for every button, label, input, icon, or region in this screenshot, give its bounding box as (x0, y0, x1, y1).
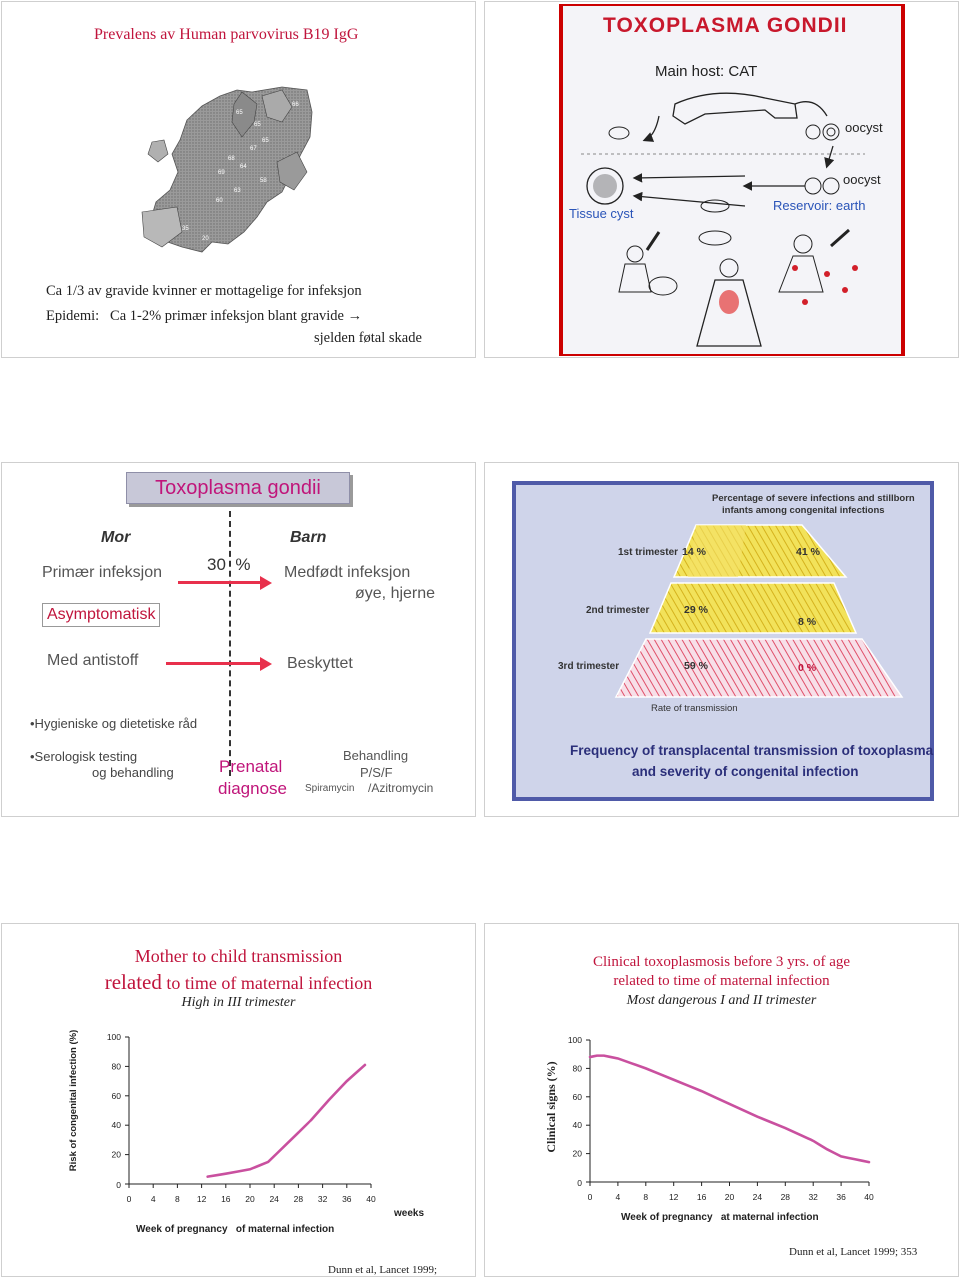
transmission-value: 14 % (682, 546, 706, 558)
y-tick-label: 20 (572, 1148, 582, 1159)
x-tick-label: 20 (724, 1192, 735, 1202)
slide-note: Most dangerous I and II trimester (626, 993, 817, 1008)
medfodt-label: Medfødt infeksjon (284, 564, 411, 581)
x-tick-label: 0 (126, 1194, 132, 1204)
barn-label: Barn (290, 529, 327, 546)
europe-map (132, 82, 317, 257)
slide-parvovirus (1, 1, 476, 358)
map-value: 58 (260, 178, 267, 184)
x-tick-label: 40 (864, 1192, 874, 1202)
spiramycin-label: Spiramycin (305, 783, 355, 794)
slide-transmission-pyramid (484, 462, 959, 817)
x-tick-label: 32 (317, 1194, 328, 1204)
subtitle-rest: to time of maternal infection (161, 973, 373, 993)
x-tick-label: 32 (808, 1192, 818, 1202)
slide-transmission-chart (1, 923, 476, 1277)
clinical-signs-line-chart (485, 924, 960, 1278)
prenatal-label: Prenatal (219, 757, 283, 776)
behandling-label: Behandling (343, 748, 409, 763)
slide-toxoplasma-cycle (484, 1, 959, 358)
rate-label: Rate of transmission (651, 703, 738, 714)
y-tick-label: 60 (572, 1091, 582, 1102)
x-tick-label: 20 (245, 1194, 255, 1204)
bullet-item: og behandling (92, 765, 174, 780)
severity-value: 0 % (798, 662, 817, 674)
severity-value: 8 % (798, 616, 817, 628)
x-tick-label: 24 (269, 1194, 279, 1204)
x-axis-label: Week of pregnancy at maternal infection (621, 1212, 819, 1223)
x-tick-label: 8 (643, 1192, 649, 1202)
trimester-label: 3rd trimester (558, 661, 620, 672)
x-axis-label: Week of pregnancy of maternal infection (136, 1224, 335, 1235)
map-value: 60 (216, 198, 223, 204)
x-tick-label: 36 (836, 1192, 846, 1202)
source-note: Dunn et al, Lancet 1999; 353 (789, 1246, 918, 1258)
life-cycle-drawing (565, 6, 901, 354)
series-line (590, 1056, 869, 1163)
figure-caption: Frequency of transplacental transmission of toxoplasma (570, 743, 934, 758)
text-line: sjelden føtal skade (314, 330, 422, 346)
x-tick-label: 4 (150, 1194, 156, 1204)
pyramid-figure (516, 485, 930, 715)
antistoff-label: Med antistoff (47, 652, 139, 669)
map-value: 64 (240, 164, 247, 170)
slide-toxoplasma-gondii (1, 462, 476, 817)
trimester-label: 2nd trimester (586, 605, 650, 616)
y-tick-label: 20 (111, 1149, 121, 1160)
bullet-item: •Serologisk testing (30, 749, 138, 764)
drawing-title: TOXOPLASMA GONDII (603, 14, 848, 37)
map-value: 69 (218, 170, 225, 176)
map-value: 67 (250, 146, 257, 152)
transmission-line-chart (2, 924, 477, 1278)
pyramid-tier-2 (650, 583, 856, 633)
x-tick-label: 24 (752, 1192, 763, 1202)
related-word: related (104, 970, 162, 994)
slide-note: High in III trimester (181, 995, 296, 1010)
pyramid-header: infants among congenital infections (722, 505, 885, 516)
oocyst-label: oocyst (845, 120, 883, 135)
beskyttet-label: Beskyttet (287, 655, 353, 672)
arrow-transmission (178, 581, 262, 584)
y-tick-label: 100 (106, 1032, 121, 1042)
slide-subtitle: related to time of maternal infection (613, 973, 830, 989)
pyramid-header: Percentage of severe infections and stillborn (712, 493, 915, 504)
map-value: 58 (288, 238, 295, 244)
y-tick-label: 100 (567, 1035, 582, 1045)
map-value: 65 (236, 110, 243, 116)
x-tick-label: 40 (366, 1194, 376, 1204)
text-line: Epidemi: Ca 1-2% primær infeksjon blant gravide → (46, 308, 363, 324)
arrow-head (260, 576, 272, 590)
text-line: Ca 1/3 av gravide kvinner er mottagelige for infeksjon (46, 283, 362, 299)
x-tick-label: 8 (175, 1194, 180, 1204)
map-value: 20 (202, 236, 209, 242)
map-value: 68 (228, 156, 235, 162)
y-tick-label: 0 (577, 1178, 582, 1188)
arrow-protect (166, 662, 262, 665)
map-value: 58 (282, 228, 289, 234)
x-tick-label: 16 (221, 1194, 231, 1204)
slide-title: Mother to child transmission (134, 946, 343, 966)
oye-label: øye, hjerne (355, 585, 436, 602)
pyramid-tier-3 (616, 639, 902, 697)
figure-caption: and severity of congenital infection (632, 764, 859, 779)
bullet-item: •Hygieniske og dietetiske råd (30, 716, 198, 731)
map-value: 66 (292, 102, 299, 108)
severity-value: 41 % (796, 546, 820, 558)
x-tick-label: 12 (196, 1194, 207, 1204)
y-tick-label: 80 (111, 1061, 121, 1072)
series-line (208, 1065, 365, 1177)
tissue-cyst-label: Tissue cyst (569, 206, 634, 221)
diagnose-label: diagnose (218, 779, 288, 798)
x-tick-label: 36 (342, 1194, 352, 1204)
x-tick-label: 28 (780, 1192, 791, 1202)
percent-label: 30 % (207, 555, 251, 574)
map-value: 65 (254, 122, 261, 128)
pyramid-panel (512, 481, 934, 801)
arrow-head (260, 657, 272, 671)
x-tick-label: 12 (668, 1192, 679, 1202)
slide-title: Prevalens av Human parvovirus B19 IgG (94, 26, 359, 43)
y-tick-label: 80 (572, 1063, 582, 1074)
transmission-value: 29 % (684, 604, 708, 616)
map-value: 65 (262, 138, 269, 144)
x-axis-unit: weeks (394, 1208, 425, 1219)
psf-label: P/S/F (360, 765, 393, 780)
map-value: 63 (234, 188, 241, 194)
y-tick-label: 60 (111, 1090, 121, 1101)
transmission-value: 59 % (684, 660, 708, 672)
mor-label: Mor (101, 529, 131, 546)
y-axis-label: Risk of congenital infection (%) (68, 1029, 79, 1172)
slide-title: Toxoplasma gondii (155, 477, 321, 499)
oocyst-label: oocyst (843, 172, 881, 187)
reservoir-label: Reservoir: earth (773, 198, 866, 213)
asymptomatisk-badge: Asymptomatisk (42, 603, 160, 627)
title-box (126, 472, 350, 504)
y-tick-label: 0 (116, 1180, 121, 1190)
main-host-label: Main host: CAT (655, 63, 758, 80)
dashed-divider (229, 511, 231, 776)
x-tick-label: 4 (615, 1192, 621, 1202)
trimester-label: 1st trimester (618, 547, 679, 558)
map-value: 35 (182, 226, 189, 232)
primaer-label: Primær infeksjon (42, 564, 163, 581)
y-axis-label: Clinical signs (%) (544, 1061, 558, 1153)
slide-title: Clinical toxoplasmosis before 3 yrs. of age (592, 954, 851, 970)
source-note: Dunn et al, Lancet 1999; (328, 1264, 438, 1276)
slide-clinical-chart (484, 923, 959, 1277)
y-tick-label: 40 (111, 1120, 121, 1131)
y-tick-label: 40 (572, 1120, 582, 1131)
x-tick-label: 28 (293, 1194, 304, 1204)
x-tick-label: 0 (587, 1192, 593, 1202)
azitromycin-label: /Azitromycin (368, 781, 434, 795)
x-tick-label: 16 (696, 1192, 707, 1202)
